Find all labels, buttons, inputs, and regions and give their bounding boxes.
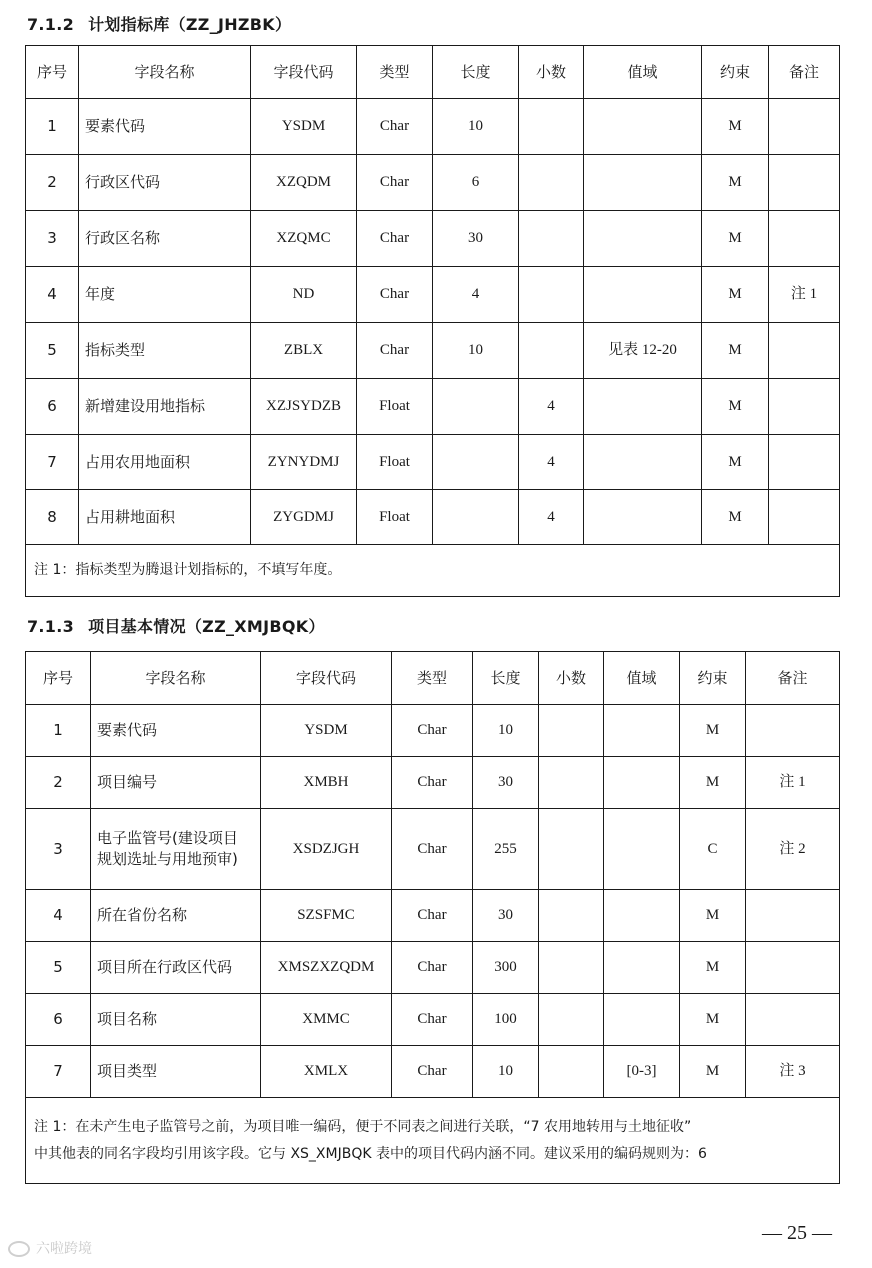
domain-cell [584, 490, 702, 545]
watermark [8, 1238, 92, 1258]
header-constraint: 约束 [702, 46, 769, 99]
constraint-cell: M [702, 435, 769, 490]
domain-cell [604, 705, 680, 757]
domain-cell [604, 809, 680, 890]
table-header [26, 652, 840, 705]
remark-cell [769, 435, 840, 490]
field-code-cell: XZJSYDZB [251, 379, 357, 435]
footnote-line-2: 中其他表的同名字段均引用该字段。它与 XS_XMJBQK 表中的项目代码内涵不同。建议采用的编码规则为：6 [34, 1145, 707, 1162]
header-decimal: 小数 [519, 46, 584, 99]
remark-cell [769, 323, 840, 379]
field-code-cell: XMMC [261, 994, 392, 1046]
length-cell: 255 [473, 809, 539, 890]
field-name-cell: 所在省份名称 [91, 890, 261, 942]
header-length: 长度 [433, 46, 519, 99]
header-seq: 序号 [26, 652, 91, 705]
decimal-cell [539, 942, 604, 994]
seq-cell: 6 [26, 994, 91, 1046]
domain-cell [604, 994, 680, 1046]
header-remark: 备注 [746, 652, 840, 705]
header-seq: 序号 [26, 46, 79, 99]
field-name-cell: 占用农用地面积 [79, 435, 251, 490]
type-cell: Char [357, 211, 433, 267]
section-number: 7.1.3 [27, 617, 75, 636]
constraint-cell: C [680, 809, 746, 890]
remark-cell: 注 3 [746, 1046, 840, 1098]
field-name-cell: 行政区名称 [79, 211, 251, 267]
seq-cell: 2 [26, 155, 79, 211]
seq-cell: 4 [26, 267, 79, 323]
domain-cell [584, 155, 702, 211]
type-cell: Char [392, 809, 473, 890]
footnote-line-1: 注 1：在未产生电子监管号之前，为项目唯一编码，便于不同表之间进行关联，“7 农用地转用与土地征收” [34, 1118, 692, 1135]
type-cell: Char [357, 267, 433, 323]
field-code-cell: XZQDM [251, 155, 357, 211]
length-cell: 30 [433, 211, 519, 267]
header-field-name: 字段名称 [79, 46, 251, 99]
field-name-cell: 项目类型 [91, 1046, 261, 1098]
header-remark: 备注 [769, 46, 840, 99]
decimal-cell [539, 890, 604, 942]
remark-cell [769, 379, 840, 435]
length-cell: 30 [473, 890, 539, 942]
table-row [26, 155, 840, 211]
table-body [26, 99, 840, 545]
remark-cell [746, 705, 840, 757]
watermark-text: 六啦跨境 [36, 1241, 92, 1257]
decimal-cell [539, 809, 604, 890]
section-heading: 项目基本情况（ZZ_XMJBQK） [88, 617, 325, 636]
table-row [26, 211, 840, 267]
length-cell [433, 435, 519, 490]
constraint-cell: M [702, 323, 769, 379]
seq-cell: 6 [26, 379, 79, 435]
decimal-cell [519, 267, 584, 323]
field-name-cell: 要素代码 [79, 99, 251, 155]
domain-cell [584, 379, 702, 435]
table-row [26, 705, 840, 757]
field-name-cell: 项目编号 [91, 757, 261, 809]
type-cell: Char [357, 99, 433, 155]
constraint-cell: M [680, 942, 746, 994]
length-cell [433, 490, 519, 545]
constraint-cell: M [680, 705, 746, 757]
domain-cell [604, 890, 680, 942]
decimal-cell [519, 323, 584, 379]
type-cell: Char [392, 890, 473, 942]
length-cell: 10 [433, 323, 519, 379]
type-cell: Float [357, 490, 433, 545]
footnote-row [26, 1098, 840, 1184]
seq-cell: 2 [26, 757, 91, 809]
remark-cell [769, 490, 840, 545]
seq-cell: 1 [26, 705, 91, 757]
header-type: 类型 [357, 46, 433, 99]
header-length: 长度 [473, 652, 539, 705]
seq-cell: 7 [26, 1046, 91, 1098]
seq-cell: 8 [26, 490, 79, 545]
table-body [26, 705, 840, 1098]
type-cell: Char [357, 155, 433, 211]
constraint-cell: M [680, 890, 746, 942]
seq-cell: 3 [26, 809, 91, 890]
field-name-cell: 行政区代码 [79, 155, 251, 211]
type-cell: Char [357, 323, 433, 379]
remark-cell [769, 99, 840, 155]
decimal-cell [539, 757, 604, 809]
type-cell: Char [392, 705, 473, 757]
table-row [26, 490, 840, 545]
length-cell: 10 [433, 99, 519, 155]
page-number: — 25 — [762, 1222, 832, 1244]
table-row [26, 99, 840, 155]
section-number: 7.1.2 [27, 15, 75, 34]
header-domain: 值域 [604, 652, 680, 705]
table-row [26, 809, 840, 890]
table-footnote: 注 1：指标类型为腾退计划指标的，不填写年度。 [26, 545, 840, 597]
remark-cell: 注 1 [746, 757, 840, 809]
table-row [26, 379, 840, 435]
field-name-cell: 新增建设用地指标 [79, 379, 251, 435]
length-cell: 100 [473, 994, 539, 1046]
decimal-cell: 4 [519, 435, 584, 490]
length-cell: 4 [433, 267, 519, 323]
header-constraint: 约束 [680, 652, 746, 705]
constraint-cell: M [680, 1046, 746, 1098]
constraint-cell: M [702, 490, 769, 545]
table-row [26, 994, 840, 1046]
header-field-code: 字段代码 [251, 46, 357, 99]
field-name-cell: 占用耕地面积 [79, 490, 251, 545]
remark-cell [746, 890, 840, 942]
domain-cell [584, 267, 702, 323]
section-heading: 计划指标库（ZZ_JHZBK） [88, 15, 292, 34]
header-row [26, 46, 840, 99]
constraint-cell: M [680, 757, 746, 809]
field-code-cell: SZSFMC [261, 890, 392, 942]
field-name-cell: 项目名称 [91, 994, 261, 1046]
seq-cell: 5 [26, 942, 91, 994]
seq-cell: 4 [26, 890, 91, 942]
table-project-basic-info [25, 651, 840, 1184]
constraint-cell: M [702, 99, 769, 155]
table-row [26, 323, 840, 379]
domain-cell [584, 211, 702, 267]
table-footnote [26, 1098, 840, 1184]
domain-cell [604, 757, 680, 809]
field-code-cell: YSDM [261, 705, 392, 757]
field-code-cell: ND [251, 267, 357, 323]
type-cell: Char [392, 994, 473, 1046]
seq-cell: 3 [26, 211, 79, 267]
table-plan-index [25, 45, 840, 597]
field-name-cell: 项目所在行政区代码 [91, 942, 261, 994]
field-name-cell: 年度 [79, 267, 251, 323]
type-cell: Char [392, 1046, 473, 1098]
decimal-cell [519, 99, 584, 155]
domain-cell [584, 435, 702, 490]
remark-cell [769, 211, 840, 267]
field-code-cell: ZYNYDMJ [251, 435, 357, 490]
field-code-cell: YSDM [251, 99, 357, 155]
domain-cell: [0-3] [604, 1046, 680, 1098]
type-cell: Float [357, 435, 433, 490]
field-code-cell: XSDZJGH [261, 809, 392, 890]
constraint-cell: M [702, 211, 769, 267]
domain-cell [584, 99, 702, 155]
field-name-cell: 指标类型 [79, 323, 251, 379]
domain-cell: 见表 12-20 [584, 323, 702, 379]
footnote-row [26, 545, 840, 597]
remark-cell: 注 1 [769, 267, 840, 323]
type-cell: Char [392, 942, 473, 994]
section-title-7-1-2 [27, 12, 291, 35]
table-row [26, 435, 840, 490]
field-name-cell: 要素代码 [91, 705, 261, 757]
length-cell: 300 [473, 942, 539, 994]
length-cell: 10 [473, 1046, 539, 1098]
length-cell: 10 [473, 705, 539, 757]
decimal-cell [539, 1046, 604, 1098]
remark-cell [769, 155, 840, 211]
header-field-code: 字段代码 [261, 652, 392, 705]
constraint-cell: M [702, 379, 769, 435]
header-decimal: 小数 [539, 652, 604, 705]
decimal-cell [519, 155, 584, 211]
table-row [26, 942, 840, 994]
header-domain: 值域 [584, 46, 702, 99]
length-cell: 30 [473, 757, 539, 809]
constraint-cell: M [680, 994, 746, 1046]
field-name-cell: 电子监管号(建设项目 规划选址与用地预审) [91, 809, 261, 890]
seq-cell: 7 [26, 435, 79, 490]
type-cell: Float [357, 379, 433, 435]
decimal-cell [519, 211, 584, 267]
table-row [26, 890, 840, 942]
table-row [26, 757, 840, 809]
header-field-name: 字段名称 [91, 652, 261, 705]
constraint-cell: M [702, 267, 769, 323]
field-code-cell: ZBLX [251, 323, 357, 379]
header-row [26, 652, 840, 705]
length-cell [433, 379, 519, 435]
field-code-cell: XMBH [261, 757, 392, 809]
field-code-cell: XMLX [261, 1046, 392, 1098]
field-code-cell: ZYGDMJ [251, 490, 357, 545]
decimal-cell: 4 [519, 490, 584, 545]
seq-cell: 5 [26, 323, 79, 379]
constraint-cell: M [702, 155, 769, 211]
table-row [26, 1046, 840, 1098]
header-type: 类型 [392, 652, 473, 705]
type-cell: Char [392, 757, 473, 809]
remark-cell [746, 994, 840, 1046]
decimal-cell [539, 994, 604, 1046]
seq-cell: 1 [26, 99, 79, 155]
length-cell: 6 [433, 155, 519, 211]
field-code-cell: XMSZXZQDM [261, 942, 392, 994]
decimal-cell: 4 [519, 379, 584, 435]
table-header [26, 46, 840, 99]
section-title-7-1-3 [27, 614, 325, 637]
table-row [26, 267, 840, 323]
remark-cell [746, 942, 840, 994]
field-code-cell: XZQMC [251, 211, 357, 267]
watermark-logo-icon [8, 1241, 30, 1257]
decimal-cell [539, 705, 604, 757]
domain-cell [604, 942, 680, 994]
remark-cell: 注 2 [746, 809, 840, 890]
